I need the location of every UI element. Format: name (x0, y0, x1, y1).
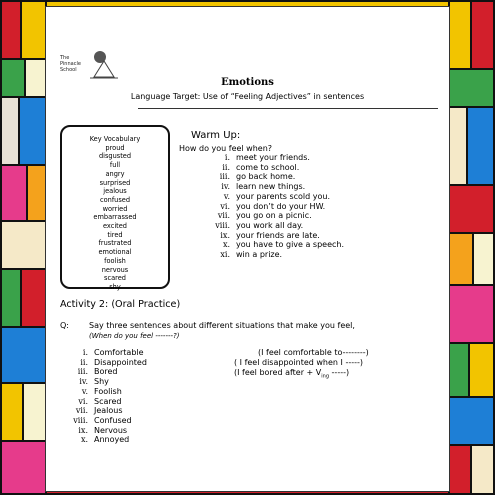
list-text: Jealous (94, 406, 123, 416)
list-text: Confused (94, 415, 132, 425)
list-item (206, 240, 344, 250)
list-text: Bored (94, 367, 118, 377)
language-target: Language Target: Use of “Feeling Adjectives” in sentences (130, 92, 365, 101)
vocabulary-word: shy (109, 282, 121, 291)
vocabulary-word: jealous (103, 187, 127, 196)
list-number: iii. (219, 172, 230, 182)
list-number: vii. (217, 211, 230, 221)
list-item (206, 231, 344, 241)
question-hint: (When do you feel -------?) (89, 332, 180, 340)
list-item (60, 377, 147, 387)
list-item (60, 387, 147, 397)
vocabulary-word: nervous (101, 265, 129, 274)
list-text: meet your friends. (236, 153, 310, 162)
warm-up-question: How do you feel when? (179, 144, 273, 153)
list-number: ii. (80, 357, 88, 367)
list-number: viii. (215, 220, 230, 230)
vocabulary-word: confused (99, 195, 131, 204)
list-item (60, 435, 147, 445)
vocabulary-word: surprised (99, 178, 131, 187)
list-text: learn new things. (236, 182, 306, 192)
list-number: ii. (222, 162, 230, 172)
list-number: vii. (75, 406, 88, 416)
list-text: win a prize. (236, 250, 283, 260)
divider (138, 108, 438, 109)
list-text: your parents scold you. (236, 191, 331, 201)
vocabulary-heading: Key Vocabulary (89, 135, 141, 143)
list-number: iv. (221, 182, 230, 192)
question-prompt: Say three sentences about different situations that make you feel, (89, 321, 355, 330)
list-item (206, 182, 344, 192)
vocabulary-word: embarrassed (93, 213, 137, 222)
list-number: vi. (220, 201, 230, 211)
list-item (60, 358, 147, 368)
vocabulary-word: disgusted (98, 152, 132, 161)
vocabulary-word: foolish (104, 256, 126, 265)
list-number: ix. (78, 425, 88, 435)
vocabulary-word: excited (102, 222, 127, 231)
list-number: v. (81, 386, 88, 396)
list-text: Annoyed (94, 435, 130, 445)
list-number: viii. (73, 415, 88, 425)
question-label: Q: (60, 321, 69, 330)
vocabulary-word: frustrated (98, 239, 132, 248)
worksheet-page (45, 6, 450, 492)
list-number: vi. (78, 396, 88, 406)
list-text: you have to give a speech. (236, 240, 345, 250)
list-text: go back home. (236, 172, 296, 182)
activity-heading: Activity 2: (Oral Practice) (60, 299, 181, 310)
list-item (206, 172, 344, 182)
list-item (206, 192, 344, 202)
list-text: Shy (94, 377, 109, 387)
example-bored (234, 368, 349, 380)
list-text: you work all day. (236, 220, 304, 230)
list-item (60, 406, 147, 416)
list-item (206, 221, 344, 231)
list-text: Nervous (94, 425, 128, 435)
logo-line: The (60, 55, 70, 61)
list-text: Foolish (94, 386, 122, 396)
list-text: Comfortable (94, 348, 144, 357)
list-text: come to school. (236, 162, 300, 172)
list-item (60, 426, 147, 436)
list-text: your friends are late. (236, 230, 320, 240)
list-number: v. (223, 191, 230, 201)
list-item (60, 416, 147, 426)
list-number: x. (80, 435, 88, 445)
list-item (206, 202, 344, 212)
list-text: Scared (94, 396, 122, 406)
list-item (206, 153, 344, 163)
vocabulary-box (60, 125, 170, 289)
logo-line: Pinnacle (60, 61, 81, 67)
example-comfortable: (I feel comfortable to--------) (258, 348, 369, 357)
vocabulary-word: proud (105, 143, 125, 152)
list-number: i. (82, 348, 88, 357)
warm-up-list (206, 153, 344, 260)
list-number: i. (224, 153, 230, 162)
vocabulary-word: tired (107, 230, 123, 239)
vocabulary-word: angry (105, 169, 125, 178)
question-text (89, 321, 355, 341)
example-bored-end: -----) (329, 368, 350, 377)
vocabulary-word: scared (104, 274, 126, 283)
page-title: Emotions (221, 77, 274, 88)
list-item (60, 348, 147, 358)
logo-line: School (60, 67, 77, 73)
list-number: iv. (79, 377, 88, 387)
example-bored-text: (I feel bored after + V (234, 368, 322, 377)
list-item (206, 250, 344, 260)
list-number: ix. (220, 230, 230, 240)
list-number: x. (222, 240, 230, 250)
example-disappointed: ( I feel disappointed when I -----) (234, 358, 363, 367)
vocabulary-list (62, 144, 168, 292)
list-text: you don’t do your HW. (236, 201, 326, 211)
example-bored-subscript: ing (321, 373, 329, 380)
list-item (206, 211, 344, 221)
vocabulary-word: worried (102, 204, 128, 213)
list-text: Disappointed (94, 357, 147, 367)
list-number: iii. (77, 367, 88, 377)
list-item (206, 163, 344, 173)
feelings-list (60, 348, 147, 445)
list-number: xi. (220, 250, 230, 260)
vocabulary-word: emotional (98, 248, 132, 257)
warm-up-heading: Warm Up: (191, 130, 241, 141)
vocabulary-word: full (109, 161, 121, 170)
list-item (60, 397, 147, 407)
list-item (60, 367, 147, 377)
list-text: you go on a picnic. (236, 211, 312, 221)
